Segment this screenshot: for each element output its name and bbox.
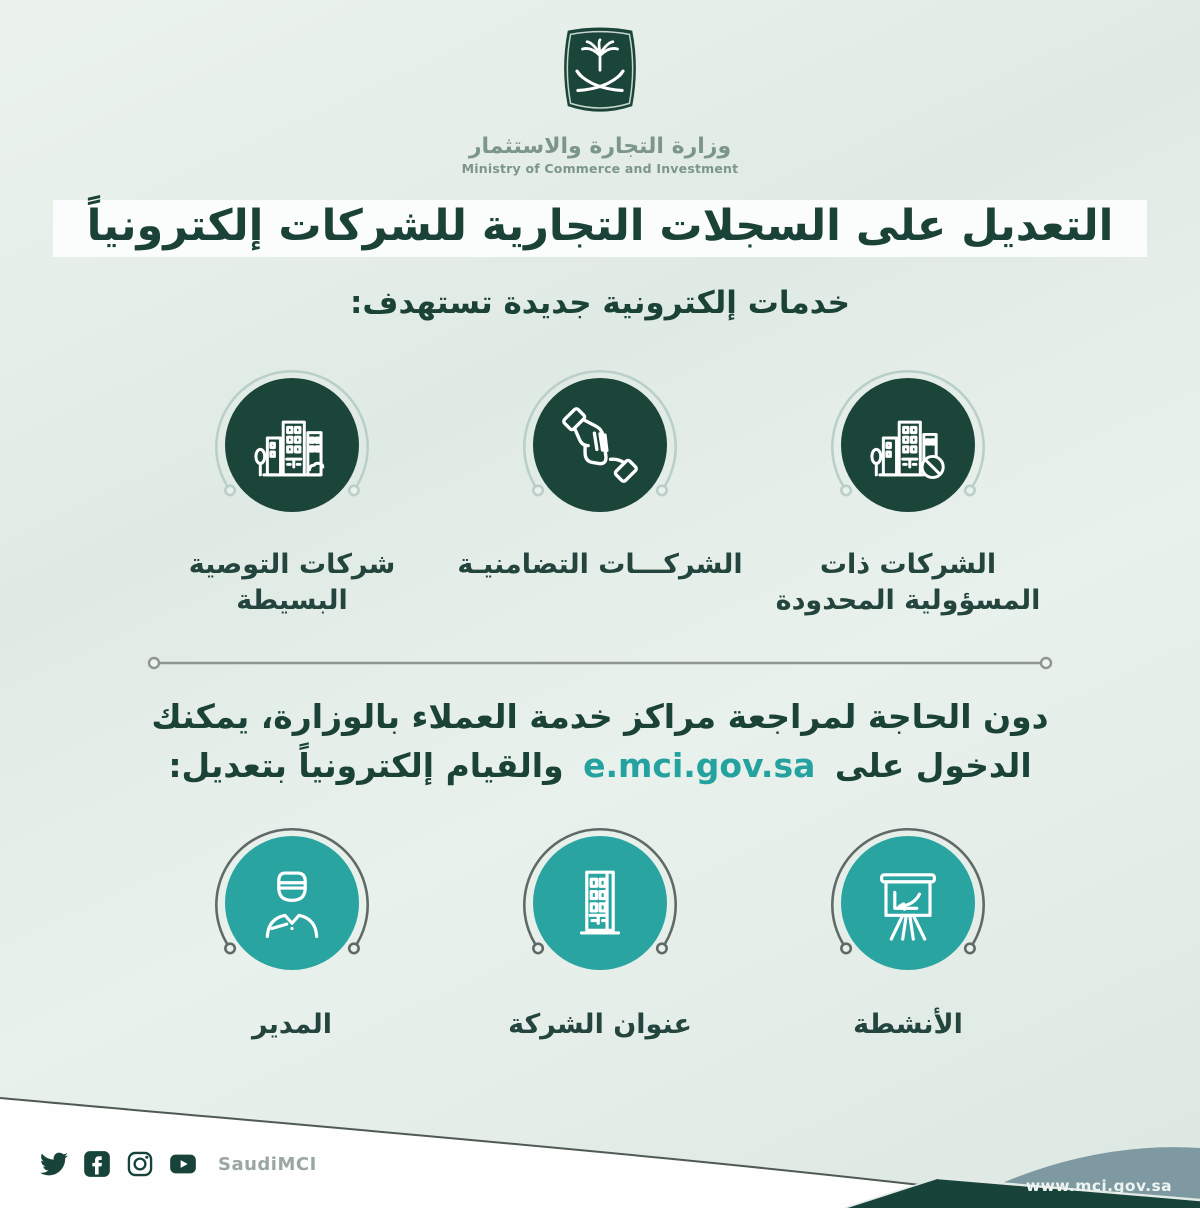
twitter-icon[interactable] xyxy=(40,1150,68,1178)
page-title: التعديل على السجلات التجارية للشركات إلكترونياً xyxy=(86,201,1114,251)
page-subtitle: خدمات إلكترونية جديدة تستهدف: xyxy=(350,285,850,321)
handshake-icon xyxy=(556,401,644,489)
cta-line2-prefix: الدخول على xyxy=(834,746,1032,786)
editable-items-row xyxy=(0,819,1200,1043)
title-band xyxy=(0,200,1200,257)
item-company-address xyxy=(446,819,754,1043)
website-url: www.mci.gov.sa xyxy=(1025,1177,1172,1195)
portal-link[interactable]: e.mci.gov.sa xyxy=(583,746,816,786)
cta-line2-suffix: والقيام إلكترونياً بتعديل: xyxy=(168,746,564,786)
label-simple-partnership-companies: شركات التوصية البسيطة xyxy=(188,549,396,617)
item-limited-liability-companies xyxy=(754,361,1062,620)
company-buildings-restricted-icon xyxy=(864,401,952,489)
label-manager: المدير xyxy=(251,1008,333,1040)
facebook-icon[interactable] xyxy=(83,1150,111,1178)
company-buildings-icon xyxy=(248,401,336,489)
label-partnership-companies: الشركـــات التضامنيـة xyxy=(457,549,743,580)
saudi-emblem-icon xyxy=(554,26,646,120)
item-activities xyxy=(754,819,1062,1043)
building-icon xyxy=(556,859,644,947)
social-bar xyxy=(40,1150,317,1178)
item-partnership-companies xyxy=(446,361,754,620)
cta-line1: دون الحاجة لمراجعة مراكز خدمة العملاء بالوزارة، يمكنك xyxy=(151,696,1049,736)
header xyxy=(0,0,1200,176)
presentation-chart-icon xyxy=(864,859,952,947)
label-company-address: عنوان الشركة xyxy=(508,1008,692,1040)
target-companies-row xyxy=(0,361,1200,620)
label-limited-liability-companies: الشركات ذات المسؤولية المحدودة xyxy=(775,549,1041,617)
footer-artwork xyxy=(0,1088,1200,1208)
instagram-icon[interactable] xyxy=(126,1150,154,1178)
label-activities: الأنشطة xyxy=(853,1008,963,1040)
item-manager xyxy=(138,819,446,1043)
section-divider xyxy=(145,650,1055,676)
social-handle: SaudiMCI xyxy=(218,1153,317,1175)
item-simple-partnership-companies xyxy=(138,361,446,620)
youtube-icon[interactable] xyxy=(169,1150,197,1178)
cta-line2 xyxy=(0,741,1200,791)
ministry-name-english: Ministry of Commerce and Investment xyxy=(461,161,739,176)
cta-paragraph xyxy=(0,692,1200,791)
ministry-name-arabic: وزارة التجارة والاستثمار xyxy=(468,134,732,159)
manager-person-icon xyxy=(248,859,336,947)
